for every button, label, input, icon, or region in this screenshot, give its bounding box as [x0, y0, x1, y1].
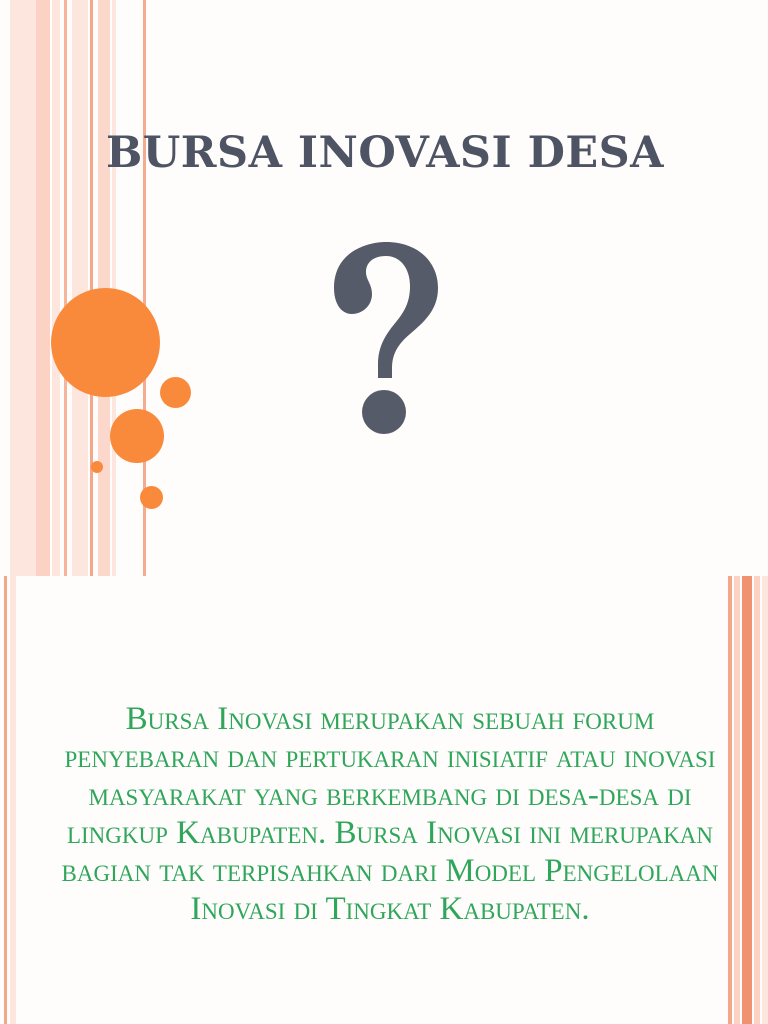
- question-mark-icon: [320, 236, 450, 446]
- decorative-stripes-left: [0, 0, 150, 576]
- decorative-circle-small: [160, 377, 191, 408]
- decorative-circle-small: [140, 486, 163, 509]
- slide-title: BURSA INOVASI DESA: [105, 128, 665, 178]
- slide-2: [0, 576, 768, 1024]
- decorative-stripes-right: [728, 576, 768, 1024]
- decorative-circle-medium: [110, 409, 164, 463]
- decorative-circle-tiny: [91, 461, 103, 473]
- decorative-circle-large: [51, 288, 160, 397]
- slide-body-text: Bursa Inovasi merupakan sebuah forum penyebaran dan pertukaran inisiatif atau inovasi masyarakat yang berkembang di desa-desa di lingkup Kabupaten. Bursa Inovasi ini merupakan bagian tak terpisahkan dari Model Pengelolaan Inovasi di Tingkat Kabupaten.: [61, 701, 719, 927]
- decorative-stripes-left: [0, 576, 20, 1024]
